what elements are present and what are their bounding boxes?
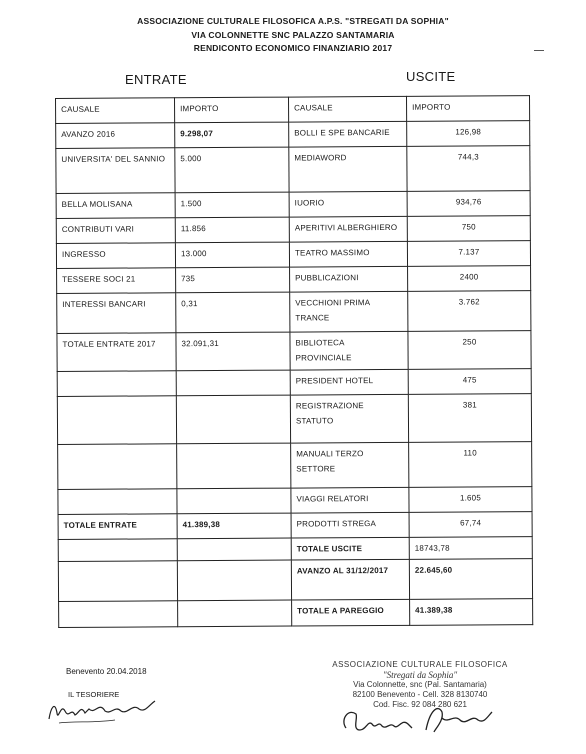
uscita-causale: PUBBLICAZIONI [290, 266, 408, 292]
uscita-importo: 750 [407, 216, 530, 242]
entrata-importo: 735 [176, 267, 290, 293]
uscita-importo: 475 [408, 369, 531, 395]
uscita-causale: PRESIDENT HOTEL [290, 369, 408, 395]
entrata-importo: 0,31 [176, 292, 290, 333]
entrata-importo: 1.500 [175, 192, 289, 218]
table-row [57, 394, 531, 445]
totale-entrate-value: 41.389,38 [177, 513, 291, 539]
table-row [59, 599, 533, 628]
uscita-importo: 744,3 [407, 146, 530, 192]
entrata-causale [58, 444, 177, 490]
stamp-address: Via Colonnette, snc (Pal. Santamaria) [353, 680, 487, 689]
treasurer-signature [45, 693, 165, 727]
entrata-causale: TOTALE ENTRATE 2017 [57, 333, 176, 372]
entrata-causale: UNIVERSITA' DEL SANNIO [56, 148, 175, 194]
table-row [57, 291, 531, 334]
entrata-importo [177, 560, 291, 601]
col-importo-entrate: IMPORTO [175, 97, 289, 123]
uscite-heading: USCITE [406, 69, 456, 84]
entrata-importo [176, 370, 290, 396]
uscita-causale: IUORIO [289, 191, 407, 217]
entrata-causale [57, 396, 176, 445]
uscita-causale: VECCHIONI PRIMA TRANCE [290, 291, 408, 332]
uscita-causale: MEDIAWORD [289, 146, 407, 192]
stamp-name: ASSOCIAZIONE CULTURALE FILOSOFICA [332, 660, 508, 669]
table-row [57, 331, 531, 372]
place-date: Benevento 20.04.2018 [66, 667, 147, 676]
entrata-causale [58, 561, 177, 602]
entrata-causale [58, 489, 177, 515]
avanzo-label: AVANZO AL 31/12/2017 [291, 559, 409, 600]
uscita-causale: BIBLIOTECA PROVINCIALE [290, 331, 408, 370]
uscita-causale: MANUALI TERZO SETTORE [291, 442, 409, 488]
totale-entrate-label: TOTALE ENTRATE [58, 514, 177, 540]
table-row [57, 369, 531, 397]
report-title: RENDICONTO ECONOMICO FINANZIARIO 2017 [193, 43, 393, 53]
entrata-causale: AVANZO 2016 [56, 123, 175, 149]
uscita-importo: 67,74 [409, 512, 532, 538]
association-name: ASSOCIAZIONE CULTURALE FILOSOFICA A.P.S. "STREGATI DA SOPHIA" [137, 16, 449, 26]
table-row [58, 559, 532, 602]
entrata-causale: TESSERE SOCI 21 [57, 268, 176, 294]
entrata-causale: BELLA MOLISANA [56, 193, 175, 219]
totale-pareggio-label: TOTALE A PAREGGIO [292, 599, 410, 626]
entrata-causale [57, 371, 176, 397]
uscita-causale: REGISTRAZIONE STATUTO [290, 394, 408, 443]
uscita-importo: 110 [409, 442, 532, 488]
entrata-importo: 5.000 [175, 147, 289, 193]
table-row [58, 487, 532, 515]
uscita-importo: 2400 [408, 266, 531, 292]
entrata-importo: 32.091,31 [176, 332, 290, 371]
entrata-causale: INTERESSI BANCARI [57, 293, 176, 334]
totale-uscite-value: 18743,78 [409, 537, 532, 560]
table-row [57, 266, 531, 294]
entrata-importo: 13.000 [175, 242, 289, 268]
entrata-importo [177, 538, 291, 561]
treasurer-label: IL TESORIERE [68, 690, 120, 699]
financial-table [55, 95, 533, 628]
table-row [56, 191, 530, 219]
table-row [58, 442, 532, 490]
uscita-causale: TEATRO MASSIMO [289, 241, 407, 267]
stamp-city-phone: 82100 Benevento - Cell. 328 8130740 [352, 690, 488, 699]
entrata-causale [59, 601, 178, 628]
entrata-importo: 11.856 [175, 217, 289, 243]
table-row [56, 216, 530, 244]
col-importo-uscite: IMPORTO [406, 96, 529, 122]
entrata-causale: CONTRIBUTI VARI [56, 218, 175, 244]
uscita-importo: 381 [408, 394, 531, 443]
totale-pareggio-value: 41.389,38 [410, 599, 533, 626]
table-row [58, 537, 532, 562]
entrata-importo [177, 488, 291, 514]
uscita-causale: VIAGGI RELATORI [291, 487, 409, 513]
uscita-importo: 1.605 [409, 487, 532, 513]
table-row [56, 146, 530, 194]
col-causale-entrate: CAUSALE [56, 98, 175, 124]
entrata-causale: INGRESSO [56, 243, 175, 269]
avanzo-value: 22.645,60 [409, 559, 532, 600]
uscita-importo: 934,76 [407, 191, 530, 217]
entrata-importo [178, 600, 292, 627]
table-row [58, 512, 532, 540]
uscita-importo: 250 [408, 331, 531, 370]
uscita-causale: BOLLI E SPE BANCARIE [289, 121, 407, 147]
totale-uscite-label: TOTALE USCITE [291, 537, 409, 560]
entrata-importo: 9.298,07 [175, 122, 289, 148]
entrate-heading: ENTRATE [125, 72, 187, 87]
uscita-causale: PRODOTTI STREGA [291, 512, 409, 538]
entrata-importo [177, 443, 291, 489]
stamp-fiscal-code: Cod. Fisc. 92 084 280 621 [373, 700, 467, 709]
uscita-importo: 3.762 [408, 291, 531, 332]
uscita-importo: 126,98 [407, 121, 530, 147]
entrata-causale [58, 539, 177, 562]
uscita-importo: 7.137 [407, 241, 530, 267]
table-row [56, 241, 530, 269]
president-signature [338, 700, 498, 740]
table-row [56, 121, 530, 149]
entrata-importo [176, 395, 290, 444]
col-causale-uscite: CAUSALE [288, 96, 406, 122]
table-header-row [56, 96, 530, 124]
association-address: VIA COLONNETTE SNC PALAZZO SANTAMARIA [191, 30, 395, 40]
uscita-causale: APERITIVI ALBERGHIERO [289, 216, 407, 242]
stamp-subtitle: "Stregati da Sophia" [382, 670, 458, 680]
